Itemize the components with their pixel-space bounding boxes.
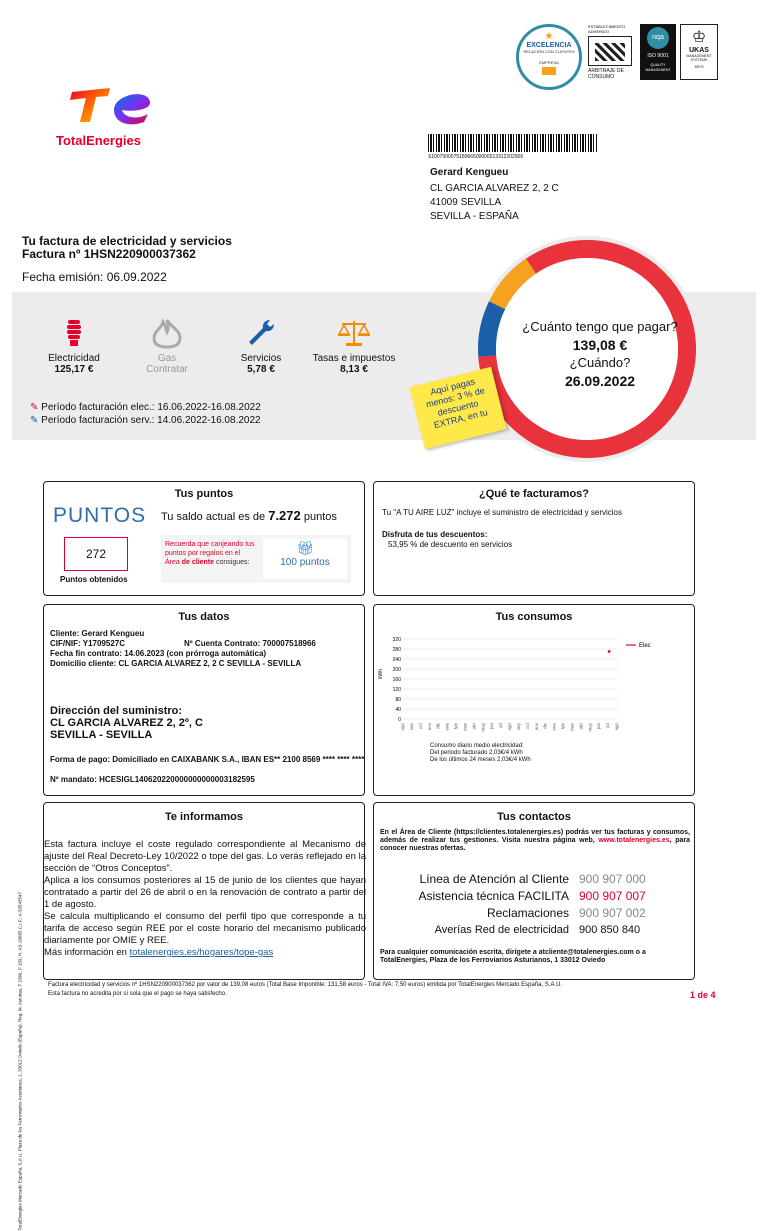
x-tick-label: nov [533,723,539,731]
x-tick-label: oct [524,723,530,730]
contact-rows [374,871,696,939]
contacts-title: Tus contactos [497,811,571,823]
contact-row: Asistencia técnica FACILITA 900 907 007 [418,889,646,903]
y-tick-label: 120 [392,687,401,693]
x-tick-label: jul [605,723,611,728]
donut-when: ¿Cuándo? [569,355,631,370]
points-obtained-box: 272 [64,537,128,571]
billing-box: ¿Qué te facturamos? Tu "A TU AIRE LUZ" incluye el suministro de electricidad y servicios Disfruta de tus descuentos: 53,95 % de descuento en servicios [373,481,695,596]
recipient-line2: 41009 SEVILLA [430,197,502,208]
points-promo: Recuerda que canjeando tus puntos por regalos en el Área de cliente consigues: 🎁︎ 100 puntos [161,535,351,583]
period-serv: ✎ Período facturación serv.: 14.06.2022-16.08.2022 [30,415,261,426]
cert-arbitraje-logo: ESTABLECIMIENTO ADHERIDO ARBITRAJE DE CONSUMO [588,24,634,84]
cert-ukas-logo: ♔ UKAS MANAGEMENT SYSTEMS 8579 [680,24,718,80]
x-tick-label: may [480,723,486,732]
side-legal-text: TotalEnergies Mercado España, S.A.U. Plaza de los Ferroviarios Asturianos, 1, 33012 Oviedo (España). Reg. M. Asturias, T 2366, F 159, H. AS-18665 C.I.F.: A-33543547 [17,891,23,1231]
x-tick-label: jun [596,723,602,730]
x-tick-label: may [587,723,593,732]
consumption-title: Tus consumos [495,611,573,623]
y-tick-label: 0 [398,717,401,723]
consumption-box: Tus consumos 0 40 80 120 160 200 240 280 320 kWh ago sep oct nov dic ene feb mar abr may jun jul ago sep oct nov dic ene feb mar abr may jun jul ago Elec Consumo diario medio electricidad: Del periodo facturado 2,03€/4 kWh De los últimos 24 meses 2,03€/4 kWh [373,604,695,796]
contacts-box: Tus contactos En el Área de Cliente (https://clientes.totalenergies.es) podrás ver tus facturas y consumos, además de realizar tus gestiones. Visita nuestra página web, www.totalenergies.es, para conocer nuestras ofertas. Línea de Atención al Cliente 900 907 000 Asistencia técnica FACILITA 900 907 007 Reclamaciones 900 907 002 Averías Red de electricidad 900 850 840 Para cualquier comunicación escrita, dirígete a atcliente@totalenergies.com o a TotalEnergies, Plaza de los Ferroviarios Asturianos, 1 33012 Oviedo [373,802,695,980]
wrench-small-icon: ✎ [30,415,39,426]
data-title: Tus datos [178,611,230,623]
billing-title: ¿Qué te facturamos? [478,488,590,500]
x-tick-label: ago [614,723,619,731]
x-tick-label: feb [560,723,566,730]
x-tick-label: ago [400,723,405,731]
wrench-icon [246,318,276,348]
x-tick-label: mar [569,723,575,731]
y-tick-label: 40 [395,707,401,713]
lightbulb-icon [64,318,84,348]
x-tick-label: ago [507,723,512,731]
x-tick-label: oct [417,723,423,730]
crown-icon: ♔ [691,29,707,46]
x-tick-label: feb [453,723,459,730]
gift-icon: 🎁︎ [296,540,314,556]
star-icon: ★ [544,31,554,42]
gift-card: 🎁︎ 100 puntos [263,539,347,579]
tope-gas-link[interactable]: totalenergies.es/hogares/tope-gas [129,947,274,958]
points-logo: PUNTOS [53,504,147,527]
invoice-number: Factura nº 1HSN220900037362 [22,247,196,261]
x-tick-label: ene [444,723,450,731]
y-tick-label: 200 [392,667,401,673]
donut-center [510,318,690,390]
donut-due: 26.09.2022 [564,373,636,389]
inform-title: Te informamos [164,811,244,823]
points-box [43,481,365,596]
legend-label: Elec [639,643,651,649]
recipient-line1: CL GARCIA ALVAREZ 2, 2 C [430,183,559,194]
brand-logo [52,80,162,150]
recipient-address [430,166,559,224]
consumption-chart [374,629,696,744]
y-axis-label: kWh [378,669,384,679]
x-tick-label: sep [515,723,521,731]
brand-name: TotalEnergies [56,133,142,148]
x-tick-label: ene [551,723,557,731]
donut-slice-services [487,305,497,356]
summary-gas: Gas Contratar [134,318,200,375]
cert-nqa-logo: nqa ISO 9001 QUALITY MANAGEMENT [640,24,676,80]
donut-question: ¿Cuánto tengo que pagar? [522,319,678,334]
footer-line1: Factura electricidad y servicios nº 1HSN220900037362 por valor de 139,08 euros (Total Base Imponible: 131,58 euros - Total IVA: 7,50 euros) emitida por TotalEnergies Mercado España, S.A.U. [48,982,563,988]
summary-electricity: Electricidad 125,17 € [38,318,110,375]
y-tick-label: 160 [392,677,401,683]
issue-date: Fecha emisión: 06.09.2022 [22,270,167,284]
donut-amount: 139,08 € [572,337,628,353]
recipient-line3: SEVILLA - ESPAÑA [430,211,519,222]
x-tick-label: mar [462,723,468,731]
logo-swirl-icon [52,80,162,130]
recipient-name: Gerard Kengueu [430,167,509,178]
discount-sticky-note: Aquí pagas menos: 3 % de descuento EXTRA, en tu [410,367,507,449]
x-tick-label: dic [435,723,441,729]
flame-icon [150,318,184,348]
period-elec: ✎ Período facturación elec.: 16.06.2022-16.08.2022 [30,402,261,413]
contact-row: Línea de Atención al Cliente 900 907 000 [419,872,646,886]
x-tick-label: dic [542,723,548,729]
page-number: 1 de 4 [690,990,716,1000]
summary-services: Servicios 5,78 € [228,318,294,375]
points-obtained-label: Puntos obtenidos [60,575,128,584]
lightbulb-small-icon: ✎ [30,402,39,413]
summary-taxes: Tasas e impuestos 8,13 € [302,318,406,375]
footer-line2: Esta factura no acredita por sí sola que el pago se haya satisfecho. [48,991,227,997]
x-tick-label: abr [471,723,477,730]
cert-excelencia-logo: ★ EXCELENCIA RELACIÓN CON CLIENTES EMPRESA [516,24,582,90]
y-tick-label: 240 [392,657,401,663]
points-title: Tus puntos [174,488,234,500]
x-tick-label: nov [426,723,432,731]
contact-row: Averías Red de electricidad 900 850 840 [434,924,641,936]
x-tick-label: jul [498,723,504,728]
contact-row: Reclamaciones 900 907 002 [486,906,646,920]
data-box: Tus datos Cliente: Gerard Kengueu CIF/NIF: Y1709527C Nº Cuenta Contrato: 700007518966 Fecha fin contrato: 14.06.2023 (con prórroga automática) Domicilio cliente: CL GARCIA ALVAREZ 2, 2 C SEVILLA - SEVILLA Dirección del suministro: CL GARCIA ALVAREZ 2, 2º, C SEVILLA - SEVILLA Forma de pago: Domiciliado en CAIXABANK S.A., IBAN ES** 2100 8569 **** **** **** Nº mandato: HCESIGL140620220000000000003182595 [43,604,365,796]
barcode [428,134,598,152]
y-tick-label: 280 [392,647,401,653]
x-tick-label: abr [578,723,584,730]
inform-box: Te informamos Esta factura incluye el coste regulado correspondiente al Mecanismo de ajuste del Real Decreto-Ley 10/2022 o tope del gas. Lo verás reflejado en la sección de “Otros Conceptos”. Aplica a los consumos posteriores al 15 de junio de los clientes que hayan contratado a partir del 26 de abril o en la renovación de contrato a partir del 1 de agosto. Se calcula multiplicando el consumo del perfil tipo que corresponde a tu tarifa de acceso según REE por el coste horario del mecanismo publicado diariamente por OMIE y REE. Más información en totalenergies.es/hogares/tope-gas [43,802,365,980]
points-balance: Tu saldo actual es de 7.272 puntos [161,508,337,523]
barcode-number: S100700007518966500006513312202906 [428,154,524,160]
x-tick-label: jun [489,723,495,730]
invoice-title: Tu factura de electricidad y servicios [22,234,232,248]
x-tick-label: sep [408,723,414,731]
y-tick-label: 80 [395,697,401,703]
scales-icon [336,318,372,348]
website-link[interactable]: www.totalenergies.es [598,837,670,844]
y-tick-label: 320 [392,637,401,643]
data-point [608,650,611,653]
